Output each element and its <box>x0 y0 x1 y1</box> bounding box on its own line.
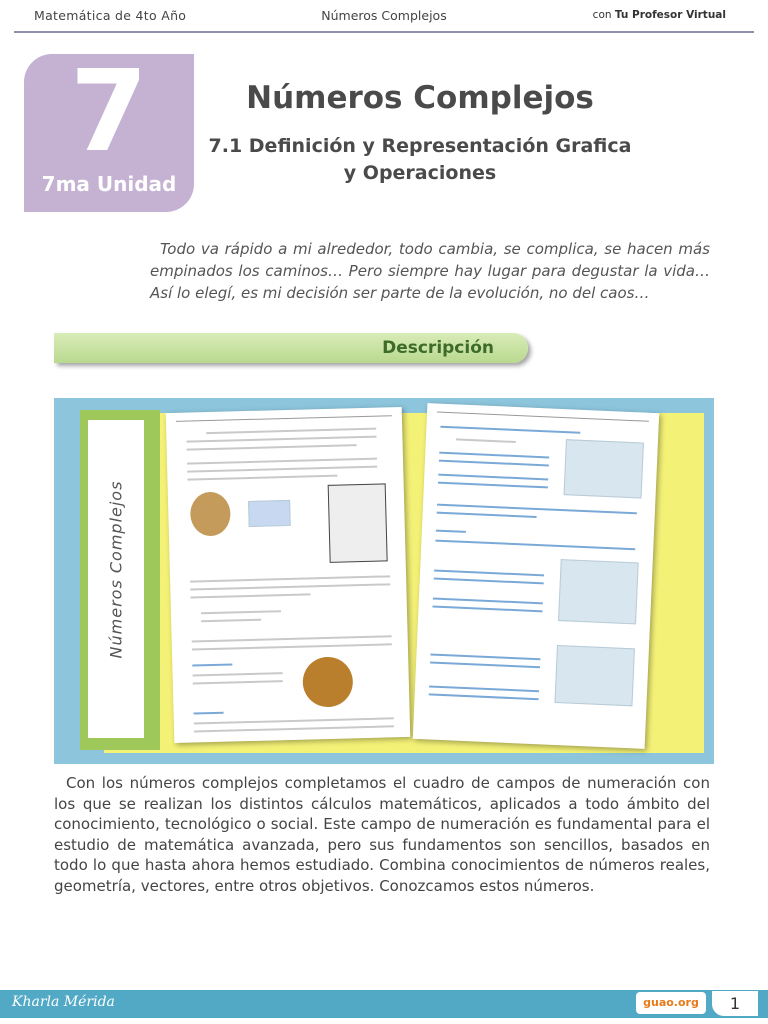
header-brand-name: Tu Profesor Virtual <box>614 9 726 21</box>
header-brand-prefix: con <box>592 9 612 21</box>
unit-label: 7ma Unidad <box>41 172 177 196</box>
footer-author: Kharla Mérida <box>12 994 115 1010</box>
medallion-icon <box>302 656 353 707</box>
guao-logo: guao.org <box>636 992 706 1014</box>
description-paragraph: Con los números complejos completamos el cuadro de campos de numeración con los que se realizan los distintos cálculos matemáticos, aplicados a todo ámbito del conocimiento, tecnológico o social. Este campo de numeración es fundamental para el estudio de matemática avanzada, pero sus fundamentos son sencillos, basados en todo lo que hasta ahora hemos estudiado. Combina conocimientos de números reales, geometría, vectores, entre otros objetivos. Conozcamos estos números. <box>54 774 710 895</box>
header-divider <box>14 31 754 33</box>
book-spine-title: Números Complejos <box>106 480 126 659</box>
header-topic: Números Complejos <box>321 8 447 23</box>
page-subtitle: 7.1 Definición y Representación Grafica y Operaciones <box>208 135 632 184</box>
book-page-right <box>413 403 659 749</box>
page-number: 1 <box>712 991 758 1016</box>
book-page-left <box>166 407 411 743</box>
portrait-icon <box>190 491 231 536</box>
page-title: Números Complejos <box>246 80 594 116</box>
unit-number: 7 <box>70 47 148 177</box>
intro-quote: Todo va rápido a mi alrededor, todo cambia, se complica, se hacen más empinados los caminos… Pero siempre hay lugar para degustar la vida… Así lo elegí, es mi decisión ser parte de la evolución, no del caos… <box>150 240 710 302</box>
header-brand <box>593 9 726 21</box>
section-title: Descripción <box>382 338 494 358</box>
header-subject: Matemática de 4to Año <box>34 8 187 23</box>
